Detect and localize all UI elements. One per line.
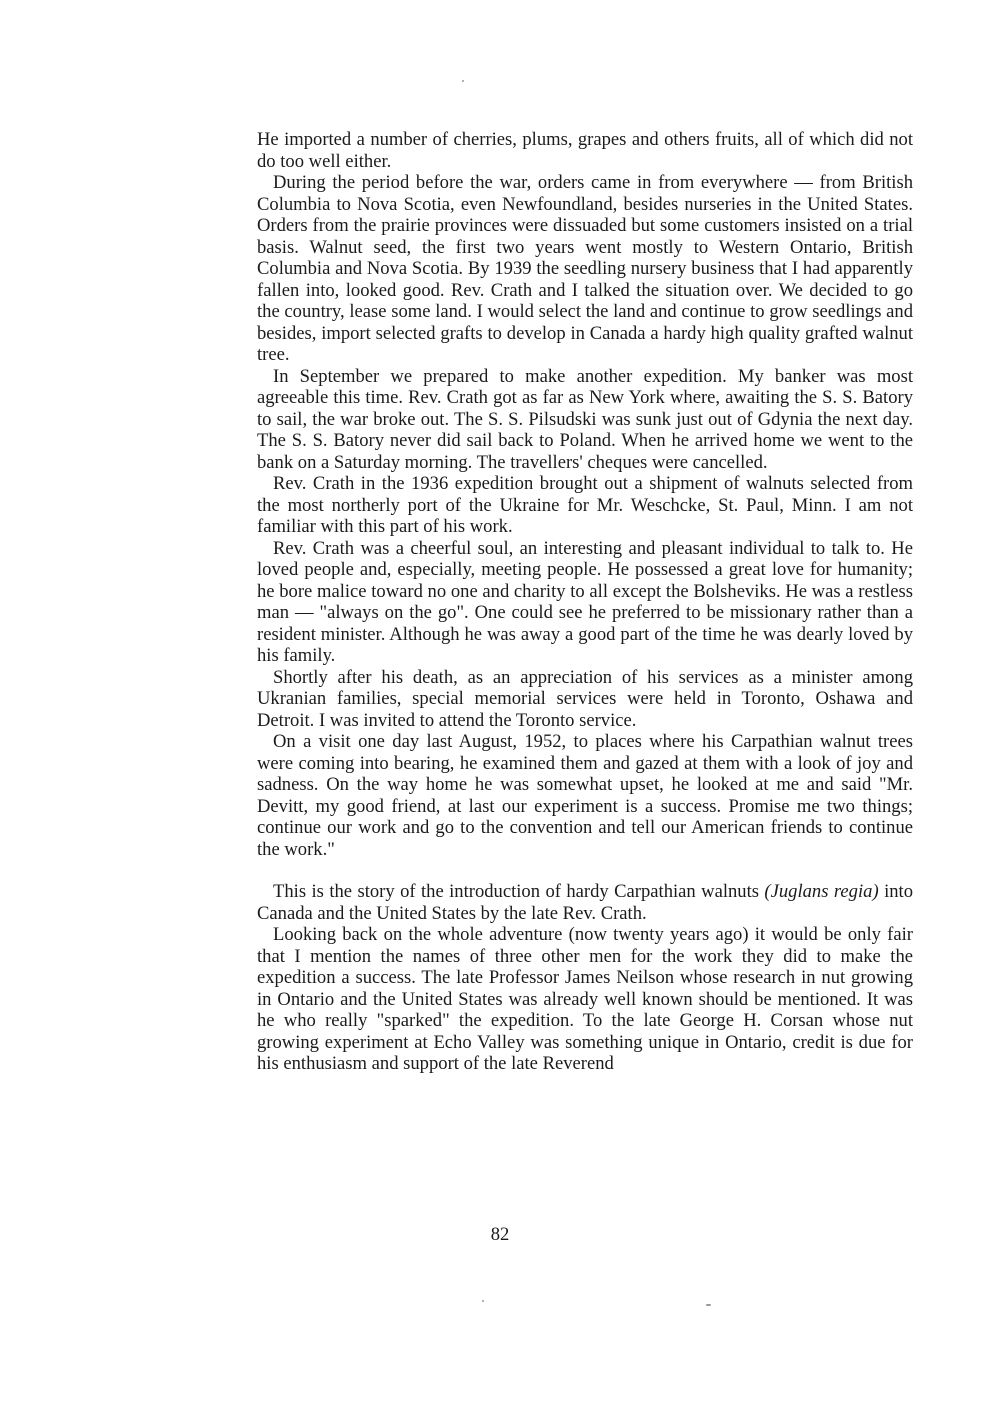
paragraph-text: This is the story of the introduction of hardy Carpathian walnuts bbox=[273, 881, 765, 902]
paragraph-text: into Canada and the United States by the late Rev. Crath. bbox=[257, 881, 913, 924]
paragraph-text: During the period before the war, orders came in from everywhere — from British Columbia to Nova Scotia, even Newfoundland, besides nurseries in the United States. Orders from the prairie provinces were dissuaded but some customers insisted on a trial basis. Walnut seed, the first two years went mostly to Western Ontario, British Columbia and Nova Scotia. By 1939 the seedling nursery business that I had apparently fallen into, looked good. Rev. Crath and I talked the situation over. We decided to go the country, lease some land. I would select the land and continue to grow seedlings and besides, import selected grafts to develop in Canada a hardy high quality grafted walnut tree. bbox=[257, 172, 913, 365]
paragraph-5 bbox=[257, 538, 913, 667]
paragraph-6 bbox=[257, 667, 913, 732]
paragraph-7 bbox=[257, 731, 913, 860]
paragraph-text: Rev. Crath in the 1936 expedition brought out a shipment of walnuts selected from the most northerly port of the Ukraine for Mr. Weschcke, St. Paul, Minn. I am not familiar with this part of his work. bbox=[257, 473, 913, 537]
paragraph-text: Rev. Crath was a cheerful soul, an interesting and pleasant individual to talk to. He loved people and, especially, meeting people. He possessed a great love for humanity; he bore malice toward no one and charity to all except the Bolsheviks. He was a restless man — "always on the go". One could see he preferred to be missionary rather than a resident minister. Although he was away a good part of the time he was dearly loved by his family. bbox=[257, 537, 913, 666]
paragraph-8 bbox=[257, 881, 913, 924]
paragraph-3 bbox=[257, 366, 913, 474]
paragraph-text: In September we prepared to make another expedition. My banker was most agreeable this time. Rev. Crath got as far as New York where, awaiting the S. S. Batory to sail, the war broke out. The S. S. Pilsudski was sunk just out of Gdynia the next day. The S. S. Batory never did sail back to Poland. When he arrived home we went to the bank on a Saturday morning. The travellers' cheques were cancelled. bbox=[257, 365, 913, 473]
paragraph-text: On a visit one day last August, 1952, to places where his Carpathian walnut trees were coming into bearing, he examined them and gazed at them with a look of joy and sadness. On the way home he was somewhat upset, he looked at me and said "Mr. Devitt, my good friend, at last our experiment is a success. Promise me two things; continue our work and go to the convention and tell our American friends to continue the work." bbox=[257, 731, 913, 860]
scan-speck bbox=[482, 1300, 484, 1302]
page-number: 82 bbox=[490, 1224, 510, 1245]
paragraph-4 bbox=[257, 473, 913, 538]
paragraph-text: Shortly after his death, as an appreciation of his services as a minister among Ukranian families, special memorial services were held in Toronto, Oshawa and Detroit. I was invited to attend the Toronto service. bbox=[257, 666, 913, 731]
body-text bbox=[257, 129, 913, 1075]
scan-speck bbox=[462, 80, 464, 82]
paragraph-2 bbox=[257, 172, 913, 366]
species-name: (Juglans regia) bbox=[764, 881, 879, 902]
paragraph-text: He imported a number of cherries, plums, grapes and others fruits, all of which did not do too well either. bbox=[257, 129, 913, 172]
paragraph-1 bbox=[257, 129, 913, 172]
scan-speck bbox=[706, 1304, 711, 1306]
paragraph-9 bbox=[257, 924, 913, 1075]
paragraph-text: Looking back on the whole adventure (now twenty years ago) it would be only fair that I mention the names of three other men for the work they did to make the expedition a success. The late Professor James Neilson whose research in nut growing in Ontario and the United States was already well known should be mentioned. It was he who really "sparked" the expedition. To the late George H. Corsan whose nut growing experiment at Echo Valley was something unique in Ontario, credit is due for his enthusiasm and support of the late Reverend bbox=[257, 924, 913, 1074]
